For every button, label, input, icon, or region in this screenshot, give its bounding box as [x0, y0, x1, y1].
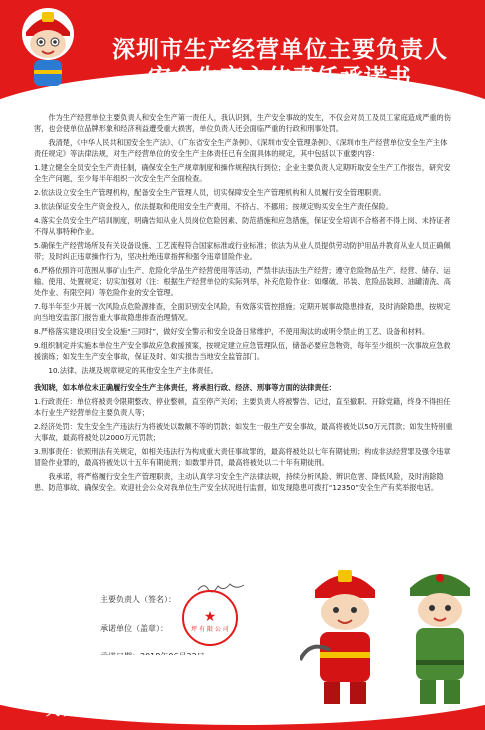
closing-paragraph: 我承诺，将严格履行安全生产管理职责，主动认真学习安全生产法律法规，持续分析风险、辨识危害、降低风险，及时消除隐患、防范事故、确保安全。欢迎社会公众对我单位生产安全状况进行监督，如发现隐患可拨打“12350”安全生产有奖举报电话。	[34, 472, 444, 492]
duty-item: 10.法律、法规及规章规定的其他安全生产主体责任。	[48, 366, 218, 375]
firefighter-hose-icon	[300, 560, 390, 710]
company-seal	[182, 590, 238, 646]
duty-item: 7.每半年至少开展一次风险点危险源排查，全面识别安全风险，有效落实管控措施；定期开展事故隐患排查，及时消除隐患，按规定向当地安监部门报告重大事故隐患排查治理情况。	[34, 302, 451, 322]
duty-item: 9.组织制定并实施本单位生产安全事故应急救援预案，按规定建立应急管理队伍，储备必要应急物资，每年至少组织一次事故应急救援演练；如发生生产安全事故，保证及时、如实报告当地安全监管部门。	[34, 341, 451, 361]
duty-item: 4.落实全员安全生产培训制度，明确告知从业人员岗位危险因素、防范措施和应急措施，保证安全培训不合格者不得上岗、未持证者不得从事特种作业。	[34, 216, 451, 236]
liability-item: 3.刑事责任：依照刑法有关规定，如相关违法行为构成重大责任事故罪的，最高将被处以七年有期徒刑；构成非法经营罪及强令违章冒险作业罪的，最高将被处以十五年有期徒刑；如数罪并罚，最高将被处以二十年有期徒刑。	[34, 447, 451, 467]
duty-item: 8.严格落实建设项目安全设施“三同时”，做好安全警示和安全设备日常维护，不使用淘汰的或明令禁止的工艺、设备和材料。	[34, 327, 430, 336]
commitment-body	[34, 112, 454, 496]
seal-text: 坪 有 限 公 司	[191, 626, 229, 633]
paragraph-laws: 我清楚，《中华人民共和国安全生产法》、《广东省安全生产条例》、《深圳市安全管理条例》、《深圳市生产经营单位安全生产主体责任规定》等法律法规，对生产经营单位的安全生产主体责任已有全面具体的规定，其中包括以下重要内容：	[34, 138, 448, 158]
duty-item: 3.依法保证安全生产资金投入，依法提取和使用安全生产费用，不挤占、不挪用；按规定购买安全生产责任保险。	[34, 202, 394, 211]
unit-label: 承诺单位（盖章）：	[100, 624, 168, 633]
firefighter-mascot-icon	[16, 4, 80, 92]
soldier-mascot-icon	[400, 560, 480, 710]
title-line-1: 深圳市生产经营单位主要负责人	[112, 37, 448, 63]
liability-intro: 我知晓，如本单位未正确履行安全生产主体责任，将承担行政、经济、刑事等方面的法律责任：	[34, 383, 336, 392]
page-title	[80, 36, 480, 92]
seal-star-icon: ★	[203, 609, 217, 625]
duty-item: 2.依法设立安全生产管理机构，配备安全生产管理人员，切实保障安全生产管理机构和人员履行安全管理职责。	[34, 188, 386, 197]
fire-hotline: 火警电话：119	[46, 703, 154, 719]
signatory-label: 主要负责人（签名）：	[100, 595, 176, 604]
duty-item: 6.严格依照许可范围从事矿山生产、危险化学品生产经营使用等活动，严禁非法违法生产经营；遵守危险物品生产、经营、储存、运输、使用、处置规定；切实加强对（注：根据生产经营单位的实际列举，补充危险作业：如爆破、吊装、危险品装卸、油罐清洗、高处作业、有限空间）等危险作业的安全管理。	[34, 266, 451, 297]
duty-item: 1.建立健全全员安全生产责任制，确保安全生产规章制度和操作规程执行到位；企业主要负责人定期听取安全生产工作报告，研究安全生产问题，至少每半年组织一次安全生产全面检查。	[34, 163, 451, 183]
liability-item: 2.经济处罚：发生安全生产违法行为将被处以数额不等的罚款；如发生一般生产安全事故，最高将被处以50万元罚款；如发生特别重大事故，最高将被处以2000万元罚款；	[34, 422, 453, 442]
liability-item: 1.行政责任：单位将被责令限期整改、停业整顿，直至停产关闭；主要负责人将被警告、记过，直至撤职、开除党籍，终身不得担任本行业生产经营单位主要负责人等；	[34, 397, 451, 417]
duty-item: 5.确保生产经营场所及有关设备设施、工艺流程符合国家标准或行业标准；依法为从业人员提供劳动防护用品并教育从业人员正确佩带；及时纠正违章操作行为，坚决杜绝违章指挥和强令违章冒险作业。	[34, 241, 451, 261]
title-line-2: 安全生产主体责任承诺书	[148, 65, 412, 91]
paragraph-intro: 作为生产经营单位主要负责人和安全生产第一责任人，我认识到，生产安全事故的发生，不仅会对员工及员工家庭造成严重的伤害，也会使单位品牌形象和经济利益遭受重大损害，单位负责人还会面临严重的行政和刑事处罚。	[34, 113, 451, 133]
